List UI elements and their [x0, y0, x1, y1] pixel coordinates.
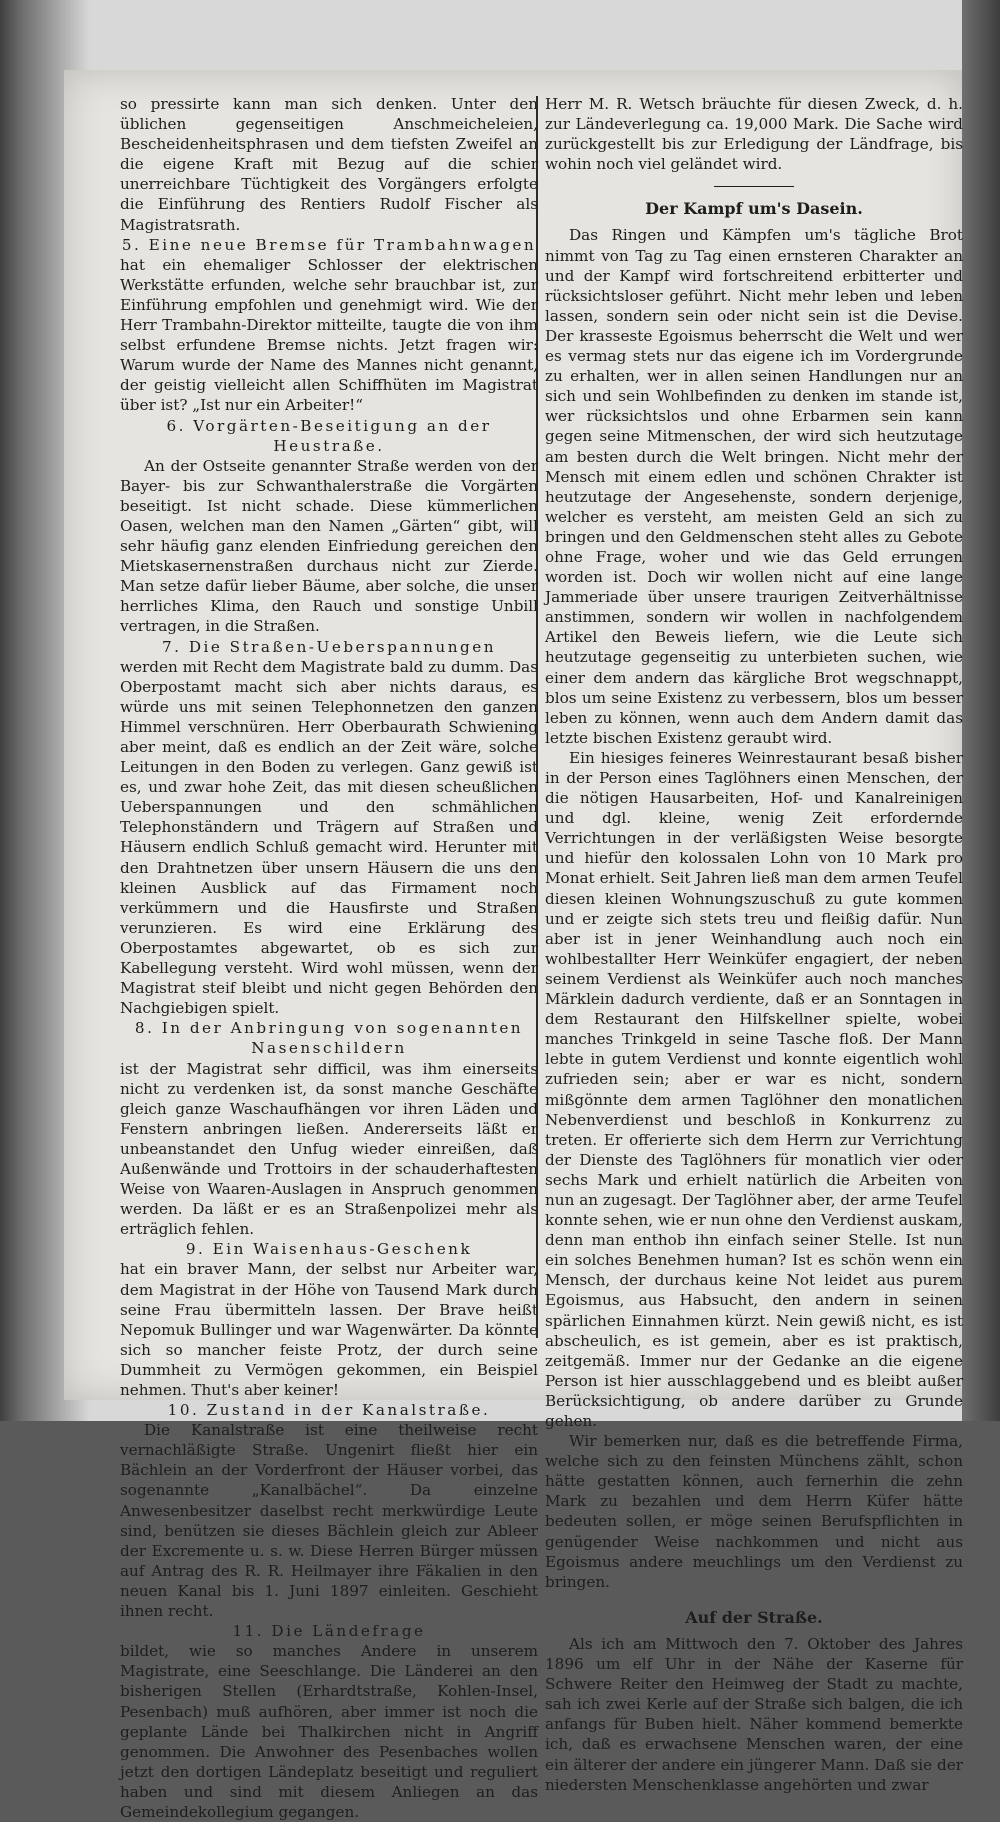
- strasse-article-title: Auf der Straße.: [685, 1607, 823, 1627]
- section-8-text: ist der Magistrat sehr difficil, was ihm einerseits nicht zu verdenken ist, da sonst manche Geschäfte gleich ganze Waschaufhängen vor ihren Läden und Fenstern anbringen ließen. Andererseits läßt er unbeanstandet den Unfug wieder einreißen, daß Außenwände und Trottoirs in der schauderhaftesten Weise von Waaren-Auslagen in Anspruch genommen werden. Da läßt er es an Straßenpolizei mehr als erträglich fehlen.: [120, 1059, 538, 1239]
- intro-paragraph: so pressirte kann man sich denken. Unter den üblichen gegenseitigen Anschmeicheleien, Bescheidenheitsphrasen und dem tiefsten Zweifel an die eigene Kraft mit Bezug auf die schier unerreichbare Tüchtigkeit des Vorgängers erfolgte die Einführung des Rentiers Rudolf Fischer als Magistratsrath.: [120, 95, 538, 234]
- page-edge-shadow: [962, 0, 1000, 1421]
- spacer: [545, 1592, 963, 1608]
- section-9-heading: 9. Ein Waisenhaus-Geschenk: [185, 1240, 473, 1259]
- kampf-article-title: Der Kampf um's Dasein.: [645, 199, 863, 219]
- section-5-text: hat ein ehemaliger Schlosser der elektrischen Werkstätte erfunden, welche sehr brauchbar ist, zur Einführung empfohlen und genehmigt wird. Wie der Herr Trambahn-Direktor mitteilte, taugte die von ihm selbst erfundene Bremse nichts. Jetzt fragen wir: Warum wurde der Name des Mannes nicht genannt, der geistig vielleicht allen Schiffhüten im Magistrat über ist? „Ist nur ein Arbeiter!“: [120, 255, 538, 415]
- section-10-heading: 10. Zustand in der Kanalstraße.: [167, 1401, 491, 1420]
- left-column: [120, 94, 538, 1822]
- kampf-paragraph-3: Wir bemerken nur, daß es die betreffende Firma, welche sich zu den feinsten Münchens zählt, schon hätte gestatten können, auch fernerhin die zehn Mark zu bezahlen und dem Herrn Küfer hätte bedeuten sollen, er möge seinen Berufspflichten in genügender Weise nachkommen und nicht aus Egoismus andere meuchlings um den Verdienst zu bringen.: [545, 1432, 963, 1591]
- section-6-text: An der Ostseite genannter Straße werden von der Bayer- bis zur Schwanthalerstraße die Vorgärten beseitigt. Ist nicht schade. Diese kümmerlichen Oasen, welchen man den Namen „Gärten“ gibt, will sehr häufig ganz elenden Einfriedung gereichen den Mietskasernenstraßen durchaus nicht zur Zierde. Man setze dafür lieber Bäume, aber solche, die unser herrliches Klima, den Rauch und sonstige Unbill vertragen, in die Straßen.: [120, 456, 538, 636]
- section-6-heading: 6. Vorgärten-Beseitigung an der Heustraße.: [166, 416, 492, 455]
- section-9-text: hat ein braver Mann, der selbst nur Arbeiter war, dem Magistrat in der Höhe von Tausend Mark durch seine Frau übermitteln lassen. Der Brave heißt Nepomuk Bullinger und war Wagenwärter. Da könnte sich so mancher feiste Protz, der durch seine Dummheit zu Vermögen gekommen, ein Beispiel nehmen. Thut's aber keiner!: [120, 1260, 538, 1399]
- continued-paragraph: Herr M. R. Wetsch bräuchte für diesen Zweck, d. h. zur Ländeverlegung ca. 19,000 Mark. Die Sache wird zurückgestellt bis zur Erledigung der Ländfrage, bis wohin noch viel geländet wird.: [545, 95, 963, 174]
- kampf-paragraph-1: Das Ringen und Kämpfen um's tägliche Brot nimmt von Tag zu Tag einen ernsteren Charakter an und der Kampf wird fortschreitend erbitterter und rücksichtsloser geführt. Nicht mehr leben und leben lassen, sondern sein oder nicht sein ist die Devise. Der krasseste Egoismus beherrscht die Welt und wer es vermag stets nur das eigene ich im Vordergrunde zu erhalten, wer in allen seinen Handlungen nur an sich und sein Wohlbefinden zu denken im stande ist, wer rücksichtslos und ohne Erbarmen sein kann gegen seine Mitmenschen, der wird sich heutzutage am besten durch die Welt bringen. Nicht mehr der Mensch mit einem edlen und schönen Chrakter ist heutzutage der Angesehenste, sondern derjenige, welcher es versteht, am meisten Geld an sich zu bringen und den Geldmenschen steht alles zu Gebote ohne Frage, woher und wie das Geld errungen worden ist. Doch wir wollen nicht auf eine lange Jammeriade über unsere traurigen Zeitverhältnisse anstimmen, sondern wir wollen in nachfolgendem Artikel den Beweis liefern, wie die Leute sich heutzutage gegenseitig zu unterbieten suchen, wie einer dem andern das kärgliche Brot wegschnappt, blos um seine Existenz zu verbessern, blos um besser leben zu können, wenn auch dem Andern damit das letzte bischen Existenz geraubt wird.: [545, 226, 963, 747]
- section-8-heading: 8. In der Anbringung von sogenannten Nasenschildern: [134, 1019, 524, 1058]
- right-column: [545, 94, 963, 1795]
- article-separator: [714, 186, 794, 187]
- section-10-text: Die Kanalstraße ist eine theilweise recht vernachläßigte Straße. Ungenirt fließt hier ein Bächlein an der Vorderfront der Häuser vorbei, das sogenannte „Kanalbächel“. Da einzelne Anwesenbesitzer daselbst recht merkwürdige Leute sind, benützen sie dieses Bächlein gleich zur Ableer der Excremente u. s. w. Diese Herren Bürger müssen auf Antrag des R. R. Heilmayer ihre Fäkalien in den neuen Kanal bis 1. Juni 1897 einleiten. Geschieht ihnen recht.: [120, 1421, 538, 1621]
- section-7-text: werden mit Recht dem Magistrate bald zu dumm. Das Oberpostamt macht sich aber nichts daraus, es würde uns mit seinen Telephonnetzen den ganzen Himmel verschnüren. Herr Oberbaurath Schwiening aber meint, daß es endlich an der Zeit wäre, solche Leitungen in den Boden zu verlegen. Ganz gewiß ist es, und zwar hohe Zeit, das mit diesen scheußlichen Ueberspannungen und den schmählichen Telephonständern und Trägern auf Straßen und Häusern endlich Schluß gemacht wird. Herunter mit den Drahtnetzen über unsern Häusern die uns den kleinen Ausblick auf das Firmament noch verkümmern und die Hausfirste und Straßen verunzieren. Es wird eine Erklärung des Oberpostamtes abgewartet, ob es sich zur Kabellegung versteht. Wird wohl müssen, wenn der Magistrat steif bleibt und nicht gegen Behörden den Nachgiebigen spielt.: [120, 657, 538, 1018]
- kampf-paragraph-2: Ein hiesiges feineres Weinrestaurant besaß bisher in der Person eines Taglöhners einen Menschen, der die nötigen Hausarbeiten, Hof- und Kanalreinigen und dgl. kleine, wenig Zeit erfordernde Verrichtungen in der verläßigsten Weise besorgte und hiefür den kolossalen Lohn von 10 Mark pro Monat erhielt. Seit Jahren ließ man dem armen Teufel diesen kleinen Wohnungszuschuß zu gute kommen und er zeigte sich stets treu und fleißig dafür. Nun aber ist in jener Weinhandlung auch noch ein wohlbestallter Herr Weinküfer engagiert, der neben seinem Verdienst als Weinküfer auch noch manches Märklein dadurch verdiente, daß er an Sonntagen in dem Restaurant den Hilfskellner spielte, wobei manches Trinkgeld in seine Tasche floß. Der Mann lebte in gutem Verdienst und konnte eigentlich wohl zufrieden sein; aber er war es nicht, sondern mißgönnte dem armen Taglöhner den monatlichen Nebenverdienst und beschloß in Konkurrenz zu treten. Er offerierte sich dem Herrn zur Verrichtung der Dienste des Taglöhners für monatlich vier oder sechs Mark und erhielt natürlich die Arbeiten von nun an zugesagt. Der Taglöhner aber, der arme Teufel konnte sehen, wie er nun ohne den Verdienst auskam, denn man enthob ihn einfach seiner Stelle. Ist nun ein solches Benehmen human? Ist es schön wenn ein Mensch, der durchaus keine Not leidet aus purem Egoismus, aus Habsucht, den andern in seinen spärlichen Einnahmen kürzt. Nein gewiß nicht, es ist abscheulich, es ist gemein, aber es ist praktisch, zeitgemäß. Immer nur der Gedanke an die eigene Person ist hier ausschlaggebend und es bleibt außer Berücksichtigung, ob andere darüber zu Grunde gehen.: [545, 748, 963, 1430]
- strasse-paragraph-1: Als ich am Mittwoch den 7. Oktober des Jahres 1896 um elf Uhr in der Nähe der Kaserne für Schwere Reiter den Heimweg der Stadt zu machte, sah ich zwei Kerle auf der Straße sich balgen, die ich anfangs für Buben hielt. Näher kommend bemerkte ich, daß es erwachsene Menschen waren, der eine ein älterer der andere ein jüngerer Mann. Daß sie der niedersten Menschenklasse angehörten und zwar: [545, 1634, 963, 1794]
- section-7-heading: 7. Die Straßen-Ueberspannungen: [162, 637, 496, 656]
- section-11-text: bildet, wie so manches Andere in unserem Magistrate, eine Seeschlange. Die Länderei an den bisherigen Stellen (Erhardtstraße, Kohlen-Insel, Pesenbach) muß aufhören, aber immer ist noch die geplante Lände bei Thalkirchen nicht in Angriff genommen. Die Anwohner des Pesenbaches wollen jetzt den dortigen Ländeplatz beseitigt und reguliert haben und sind mit diesem Anliegen an das Gemeindekollegium gegangen.: [120, 1642, 538, 1821]
- section-5-heading: 5. Eine neue Bremse für Trambahnwagen: [121, 235, 537, 254]
- section-11-heading: 11. Die Ländefrage: [232, 1622, 426, 1641]
